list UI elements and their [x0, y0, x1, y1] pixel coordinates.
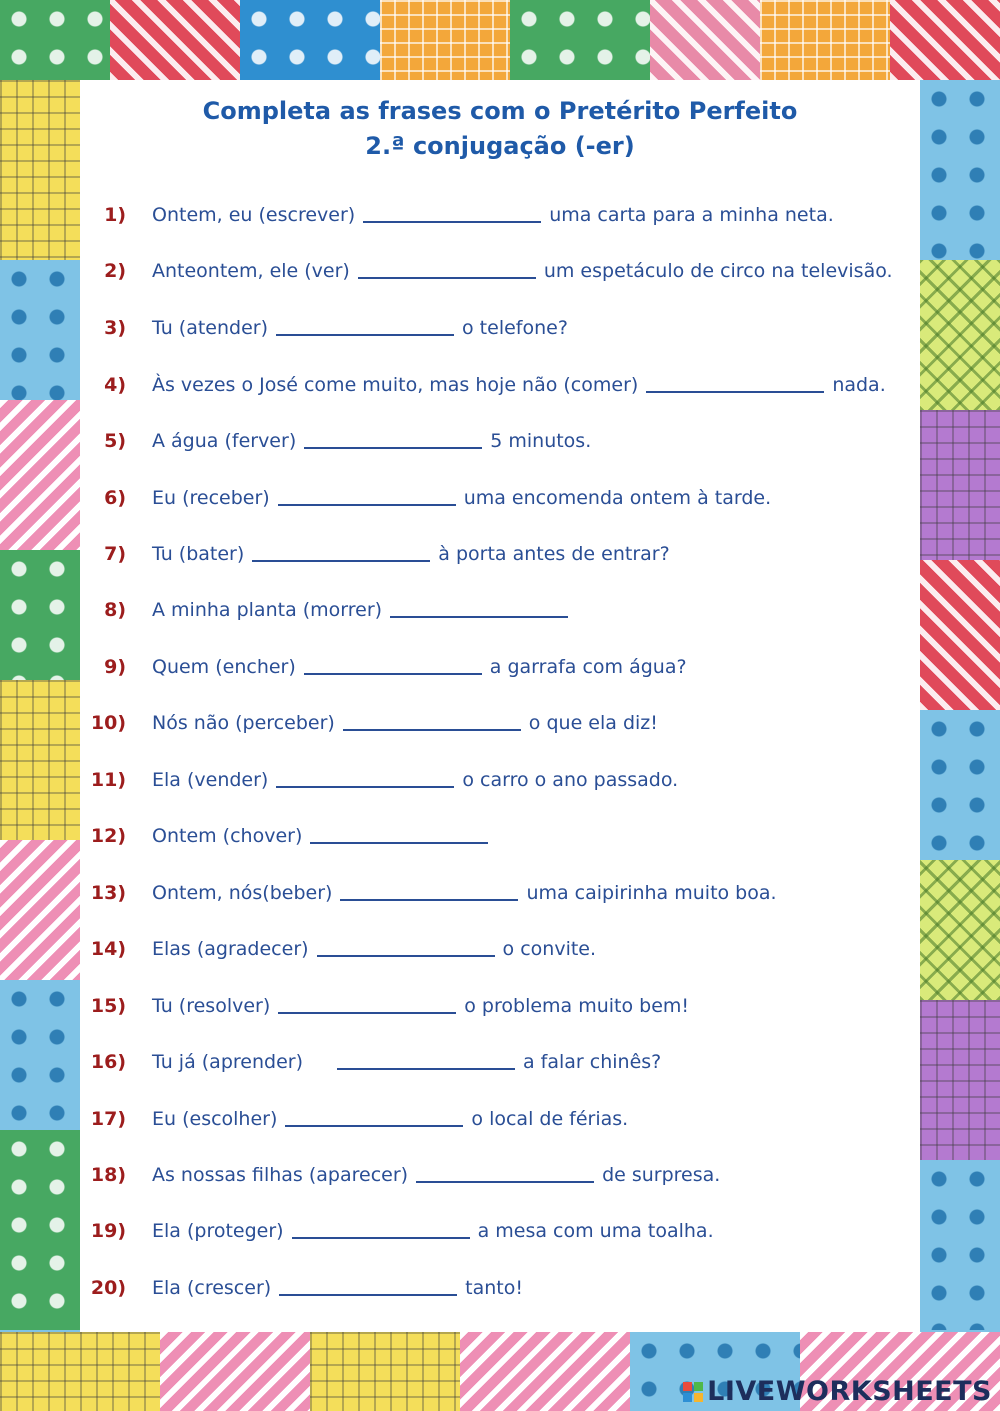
worksheet-title: Completa as frases com o Pretérito Perfeito [202, 97, 798, 125]
item-number: 9) [104, 656, 126, 678]
item-prompt: As nossas filhas (aparecer) [152, 1164, 409, 1186]
item-continuation: o telefone? [462, 317, 568, 339]
item-number: 11) [90, 769, 126, 791]
item-prompt: A minha planta (morrer) [152, 599, 383, 621]
item-number: 1) [104, 204, 126, 226]
answer-blank[interactable] [278, 484, 456, 506]
item-continuation: uma carta para a minha neta. [549, 204, 834, 226]
exercise-item [80, 370, 886, 400]
item-prompt: Tu já (aprender) [152, 1051, 303, 1073]
exercise-item [80, 821, 496, 851]
item-prompt: Ela (vender) [152, 769, 269, 791]
brand-name: LIVEWORKSHEETS [707, 1376, 992, 1407]
item-prompt: Tu (atender) [152, 317, 269, 339]
answer-blank[interactable] [358, 257, 536, 279]
item-prompt: Elas (agradecer) [152, 938, 309, 960]
item-prompt: Ontem (chover) [152, 825, 303, 847]
item-prompt: Ontem, eu (escrever) [152, 204, 356, 226]
liveworksheets-icon [683, 1382, 703, 1402]
answer-blank[interactable] [279, 1274, 457, 1296]
item-continuation: 5 minutos. [490, 430, 592, 452]
answer-blank[interactable] [363, 201, 541, 223]
item-number: 13) [90, 882, 126, 904]
item-continuation: o que ela diz! [528, 712, 658, 734]
item-number: 20) [90, 1277, 126, 1299]
item-prompt: Quem (encher) [152, 656, 296, 678]
item-prompt: Ontem, nós(beber) [152, 882, 333, 904]
answer-blank[interactable] [285, 1105, 463, 1127]
answer-blank[interactable] [416, 1161, 594, 1183]
answer-blank[interactable] [646, 371, 824, 393]
item-prompt: Ela (proteger) [152, 1220, 284, 1242]
exercise-item [80, 1047, 661, 1077]
item-number: 15) [90, 995, 126, 1017]
item-continuation: a falar chinês? [522, 1051, 662, 1073]
item-prompt: Nós não (perceber) [152, 712, 335, 734]
answer-blank[interactable] [390, 596, 568, 618]
item-number: 7) [104, 543, 126, 565]
item-prompt: Eu (receber) [152, 487, 270, 509]
item-prompt: A água (ferver) [152, 430, 297, 452]
item-number: 19) [90, 1220, 126, 1242]
item-continuation: uma caipirinha muito boa. [526, 882, 777, 904]
answer-blank[interactable] [340, 879, 518, 901]
exercise-item [80, 652, 687, 682]
exercise-item [80, 765, 678, 795]
item-number: 10) [90, 712, 126, 734]
exercise-item [80, 708, 658, 738]
answer-blank[interactable] [276, 766, 454, 788]
exercise-item [80, 934, 596, 964]
item-continuation: o problema muito bem! [464, 995, 690, 1017]
exercise-item [80, 991, 689, 1021]
item-continuation: o local de férias. [471, 1108, 629, 1130]
worksheet-sheet [80, 80, 920, 1332]
worksheet-subtitle: 2.ª conjugação (-er) [365, 132, 635, 160]
exercise-item [80, 1216, 714, 1246]
answer-blank[interactable] [276, 314, 454, 336]
answer-blank[interactable] [278, 992, 456, 1014]
item-prompt: Anteontem, ele (ver) [152, 260, 350, 282]
item-continuation: a mesa com uma toalha. [477, 1220, 714, 1242]
item-number: 4) [104, 374, 126, 396]
item-continuation: o carro o ano passado. [462, 769, 679, 791]
item-continuation: uma encomenda ontem à tarde. [463, 487, 772, 509]
liveworksheets-logo [683, 1376, 992, 1407]
item-number: 3) [104, 317, 126, 339]
exercise-item [80, 256, 893, 286]
answer-blank[interactable] [343, 709, 521, 731]
answer-blank[interactable] [310, 822, 488, 844]
item-number: 8) [104, 599, 126, 621]
item-continuation: a garrafa com água? [489, 656, 687, 678]
item-continuation: de surpresa. [602, 1164, 721, 1186]
item-prompt: Tu (bater) [152, 543, 245, 565]
exercise-item [80, 200, 834, 230]
answer-blank[interactable] [337, 1048, 515, 1070]
item-prompt: Tu (resolver) [152, 995, 271, 1017]
item-number: 5) [104, 430, 126, 452]
exercise-item [80, 1273, 523, 1303]
item-number: 12) [90, 825, 126, 847]
item-number: 2) [104, 260, 126, 282]
exercise-item [80, 539, 670, 569]
item-number: 18) [90, 1164, 126, 1186]
answer-blank[interactable] [252, 540, 430, 562]
item-continuation: à porta antes de entrar? [438, 543, 670, 565]
item-continuation: tanto! [465, 1277, 523, 1299]
answer-blank[interactable] [292, 1217, 470, 1239]
item-number: 14) [90, 938, 126, 960]
exercise-item [80, 426, 591, 456]
answer-blank[interactable] [304, 653, 482, 675]
exercise-item [80, 878, 777, 908]
exercise-item [80, 313, 568, 343]
answer-blank[interactable] [317, 935, 495, 957]
exercise-item [80, 1160, 720, 1190]
item-prompt: Às vezes o José come muito, mas hoje não (comer) [152, 374, 639, 396]
exercise-item [80, 1104, 628, 1134]
item-number: 17) [90, 1108, 126, 1130]
exercise-item [80, 595, 576, 625]
item-prompt: Eu (escolher) [152, 1108, 278, 1130]
item-prompt: Ela (crescer) [152, 1277, 272, 1299]
item-continuation: nada. [832, 374, 886, 396]
item-number: 16) [90, 1051, 126, 1073]
item-continuation: um espetáculo de circo na televisão. [543, 260, 893, 282]
item-continuation: o convite. [502, 938, 597, 960]
item-number: 6) [104, 487, 126, 509]
exercise-item [80, 483, 771, 513]
answer-blank[interactable] [304, 427, 482, 449]
